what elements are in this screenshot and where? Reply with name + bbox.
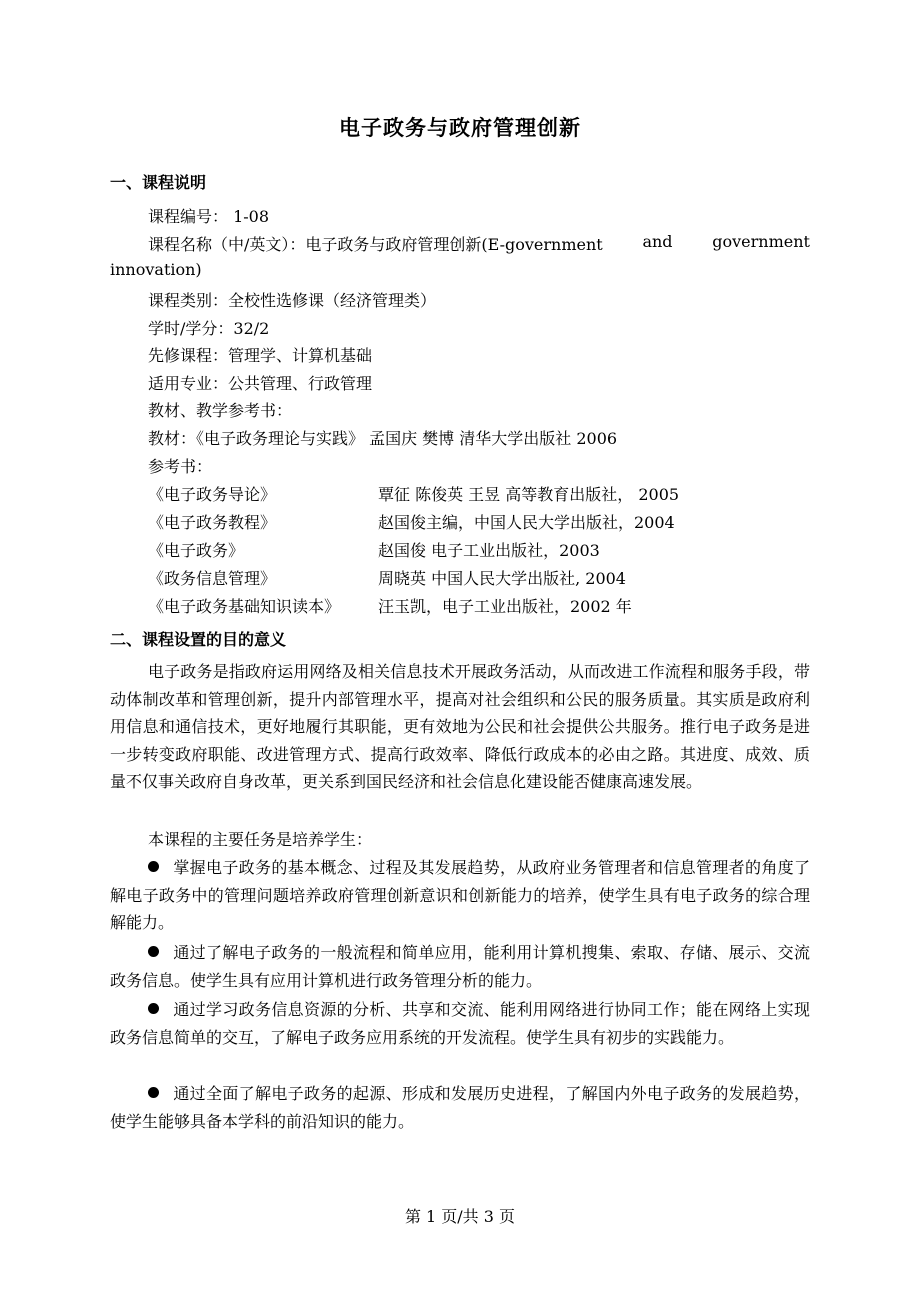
course-name-line (148, 232, 810, 255)
bullet-icon (148, 1087, 159, 1098)
bullet-item (110, 854, 810, 937)
reference-info: 周晓英 中国人民大学出版社, 2004 (378, 569, 626, 588)
textbooks-label: 教材、教学参考书： (148, 401, 293, 420)
bullet-item (110, 996, 810, 1051)
applicable-majors: 适用专业：公共管理、行政管理 (148, 374, 373, 393)
course-name-part: and (642, 232, 673, 251)
reference-title: 《电子政务教程》 (148, 513, 277, 532)
hours-credits: 学时/学分：32/2 (148, 319, 270, 338)
bullet-icon (148, 861, 159, 872)
task-intro: 本课程的主要任务是培养学生： (148, 830, 373, 849)
bullet-text: 通过全面了解电子政务的起源、形成和发展历史进程，了解国内外电子政务的发展趋势，使学生能够具备本学科的前沿知识的能力。 (110, 1084, 810, 1131)
reference-title: 《政务信息管理》 (148, 569, 277, 588)
page-footer: 第 1 页/共 3 页 (404, 1207, 516, 1226)
bullet-item (110, 939, 810, 994)
reference-title: 《电子政务导论》 (148, 485, 277, 504)
section-heading-course-description: 一、课程说明 (110, 173, 207, 192)
course-category: 课程类别：全校性选修课（经济管理类） (148, 291, 437, 310)
prerequisites: 先修课程：管理学、计算机基础 (148, 346, 373, 365)
bullet-text: 通过了解电子政务的一般流程和简单应用，能利用计算机搜集、索取、存储、展示、交流政务信息。使学生具有应用计算机进行政务管理分析的能力。 (110, 943, 810, 990)
section-heading-course-purpose: 二、课程设置的目的意义 (110, 630, 287, 649)
reference-info: 赵国俊主编，中国人民大学出版社，2004 (378, 513, 675, 532)
course-code: 课程编号： 1-08 (148, 207, 270, 226)
bullet-icon (148, 1003, 159, 1014)
references-label: 参考书： (148, 457, 213, 476)
bullet-text: 通过学习政务信息资源的分析、共享和交流、能利用网络进行协同工作；能在网络上实现政务信息简单的交互，了解电子政务应用系统的开发流程。使学生具有初步的实践能力。 (110, 1000, 810, 1047)
document-title: 电子政务与政府管理创新 (339, 116, 581, 140)
reference-info: 赵国俊 电子工业出版社，2003 (378, 541, 600, 560)
reference-info: 汪玉凯，电子工业出版社，2002 年 (378, 597, 632, 616)
bullet-text: 掌握电子政务的基本概念、过程及其发展趋势，从政府业务管理者和信息管理者的角度了解电子政务中的管理问题培养政府管理创新意识和创新能力的培养，使学生具有电子政务的综合理解能力。 (110, 858, 810, 933)
course-name-part: government (712, 232, 810, 251)
purpose-paragraph: 电子政务是指政府运用网络及相关信息技术开展政务活动，从而改进工作流程和服务手段，带动体制改革和管理创新，提升内部管理水平，提高对社会组织和公民的服务质量。其实质是政府利用信息和通信技术，更好地履行其职能，更有效地为公民和社会提供公共服务。推行电子政务是进一步转变政府职能、改进管理方式、提高行政效率、降低行政成本的必由之路。其进度、成效、质量不仅事关政府自身改革，更关系到国民经济和社会信息化建设能否健康高速发展。 (110, 662, 810, 792)
reference-title: 《电子政务基础知识读本》 (148, 597, 341, 616)
course-name-part: 课程名称（中/英文）：电子政务与政府管理创新(E-government (148, 235, 603, 254)
reference-info: 覃征 陈俊英 王昱 高等教育出版社， 2005 (378, 485, 680, 504)
main-textbook: 教材：《电子政务理论与实践》 孟国庆 樊博 清华大学出版社 2006 (148, 429, 618, 448)
course-name-continuation: innovation) (110, 260, 202, 279)
bullet-item (110, 1080, 810, 1135)
reference-title: 《电子政务》 (148, 541, 245, 560)
bullet-icon (148, 946, 159, 957)
